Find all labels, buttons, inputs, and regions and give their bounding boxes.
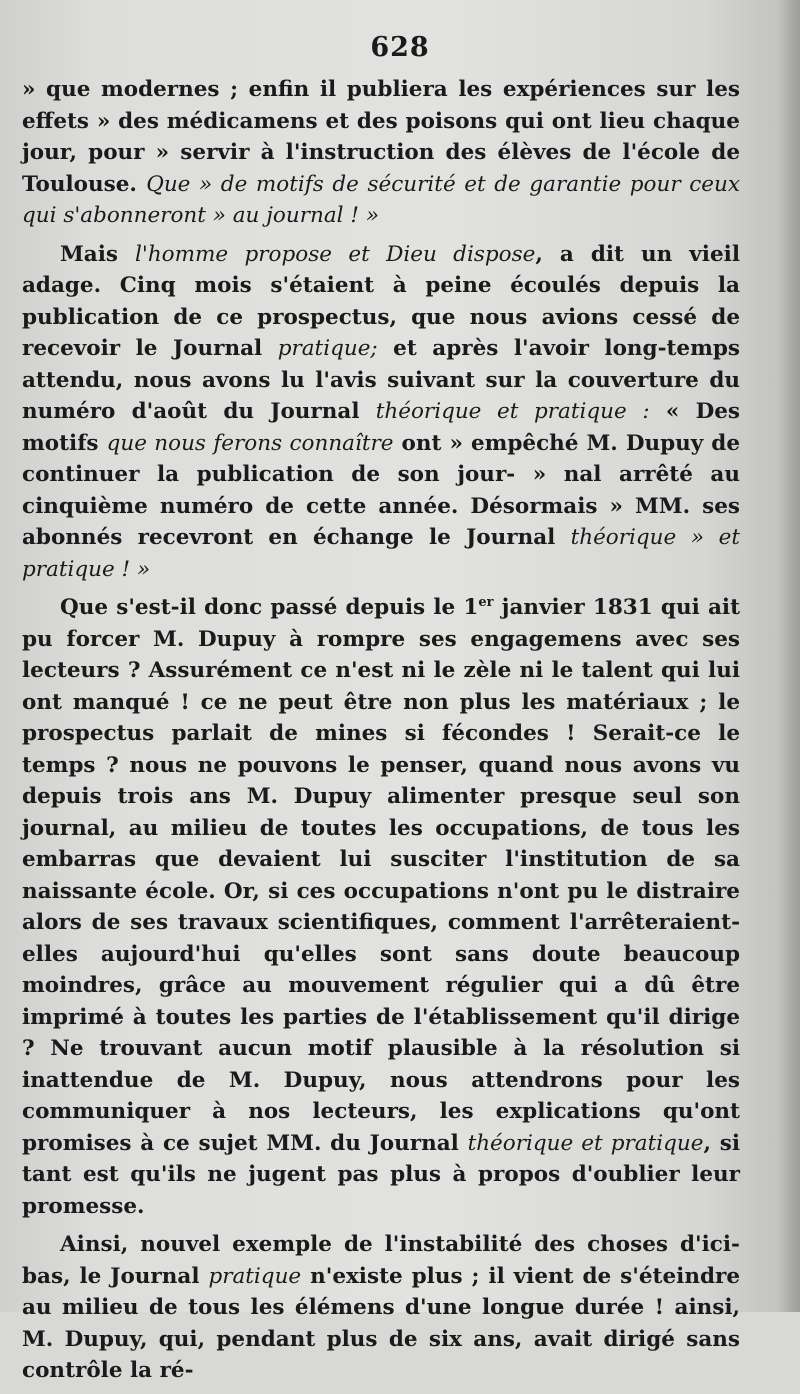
- text-run: » que modernes ; enfin il publiera les expériences sur les effets » des médicamens et des poisons qui ont lieu chaque jour, pour » servir à l'instruction des élèves de l'école de Toulouse.: [22, 77, 740, 197]
- page-edge-shadow: [778, 0, 800, 1312]
- text-run: , a dit un vieil adage. Cinq mois s'étaient à peine écoulés depuis la publication de ce prospectus, que nous avions cessé de recevoir le Journal: [22, 241, 740, 361]
- text-run: Mais: [60, 241, 136, 267]
- superscript: er: [478, 594, 494, 610]
- italic-text: Que » de motifs de sécurité et de garantie pour ceux qui s'abonneront » au journal ! »: [22, 171, 740, 228]
- italic-text: théorique et pratique: [467, 1130, 704, 1156]
- paragraph-que: [22, 592, 740, 1222]
- body-text: [22, 74, 740, 1394]
- text-run: « Des motifs: [22, 399, 740, 456]
- italic-text: que nous ferons connaître: [106, 430, 394, 456]
- text-run: Que s'est-il donc passé depuis le 1: [60, 595, 479, 620]
- paragraph-mais: [22, 239, 740, 586]
- italic-text: pratique: [208, 1263, 302, 1289]
- text-run: ont » empêché M. Dupuy de continuer la publication de son jour- » nal arrêté au cinquième numéro de cette année. Désormais » MM. ses abonnés recevront en échange le Journal: [22, 430, 740, 550]
- page-number: 628: [370, 32, 430, 63]
- text-run: , si tant est qu'ils ne jugent pas plus à propos d'oublier leur promesse.: [22, 1130, 740, 1219]
- italic-text: l'homme propose et Dieu dispose: [135, 241, 536, 267]
- italic-text: théorique » et pratique ! »: [22, 525, 740, 582]
- text-run: n'existe plus ; il vient de s'éteindre au milieu de tous les élémens d'une longue durée ! ainsi, M. Dupuy, qui, pendant plus de six ans, avait dirigé sans contrôle la ré-: [22, 1263, 740, 1383]
- italic-text: pratique;: [277, 336, 378, 361]
- italic-text: théorique et pratique :: [375, 399, 650, 424]
- text-run: et après l'avoir long-temps attendu, nous avons lu l'avis suivant sur la couverture du numéro d'août du Journal: [22, 336, 740, 424]
- paragraph-continuation: [22, 74, 740, 232]
- paragraph-ainsi: [22, 1229, 740, 1387]
- text-run: Ainsi, nouvel exemple de l'instabilité des choses d'ici-bas, le Journal: [22, 1232, 740, 1289]
- text-run: janvier 1831 qui ait pu forcer M. Dupuy à rompre ses engagemens avec ses lecteurs ? Assurément ce n'est ni le zèle ni le talent qui lui ont manqué ! ce ne peut être non plus les matériaux ; le prospectus parlait de mines si fécondes ! Serait-ce le temps ? nous ne pouvons le penser, quand nous avons vu depuis trois ans M. Dupuy alimenter presque seul son journal, au milieu de toutes les occupations, de tous les embarras que devaient lui susciter l'institution de sa naissante école. Or, si ces occupations n'ont pu le distraire alors de ses travaux scientifiques, comment l'arrêteraient-elles aujourd'hui qu'elles sont sans doute beaucoup moindres, grâce au mouvement régulier qui a dû être imprimé à toutes les parties de l'établissement qu'il dirige ? Ne trouvant aucun motif plausible à la résolution si inattendue de M. Dupuy, nous attendrons pour les communiquer à nos lecteurs, les explications qu'ont promises à ce sujet MM. du Journal: [22, 595, 740, 1156]
